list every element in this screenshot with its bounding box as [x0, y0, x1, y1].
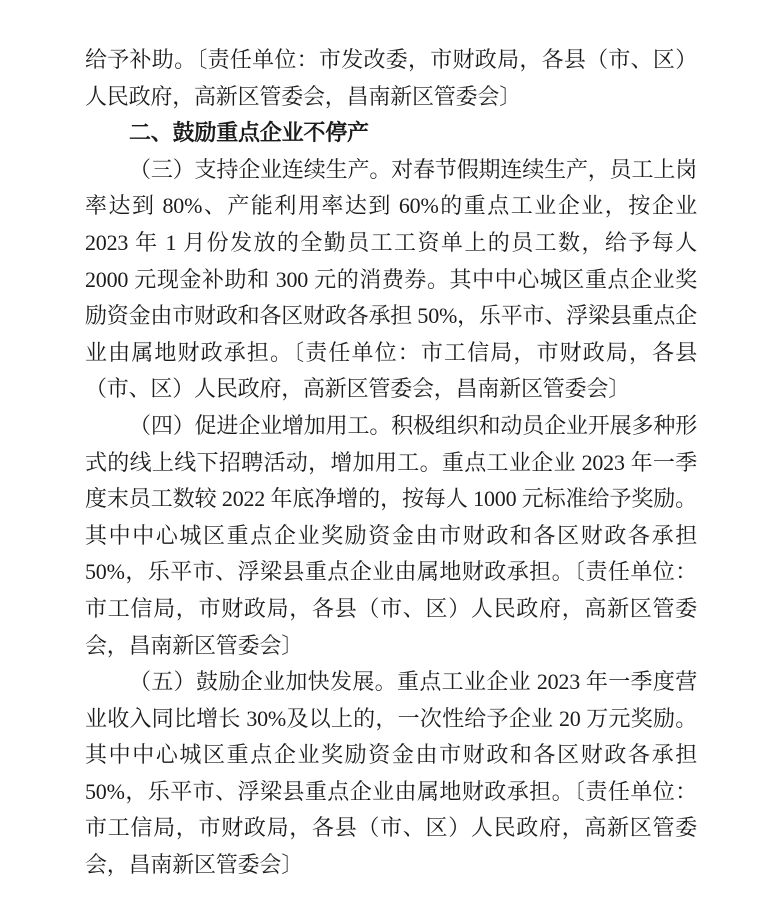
item-5-lead: （五）鼓励企业加快发展。 — [129, 669, 397, 695]
section-heading — [85, 115, 697, 152]
section-heading-text: 二、鼓励重点企业不停产 — [129, 120, 369, 146]
paragraph-continuation-text: 给予补助。〔责任单位：市发改委，市财政局，各县（市、区）人民政府，高新区管委会，昌南新区管委会〕 — [85, 47, 697, 109]
item-5-text: 重点工业企业 2023 年一季度营业收入同比增长 30%及以上的，一次性给予企业 20 万元奖励。其中中心城区重点企业奖励资金由市财政和各区财政各承担 50%，乐平市、浮梁县重点企业由属地财政承担。〔责任单位：市工信局，市财政局，各县（市、区）人民政府，高新区管委会，昌南新区管委会〕 — [85, 669, 697, 878]
document-page — [85, 42, 697, 884]
item-3-text: 对春节假期连续生产，员工上岗率达到 80%、产能利用率达到 60%的重点工业企业，按企业 2023 年 1 月份发放的全勤员工工资单上的员工数，给予每人 2000 元现金补助和 300 元的消费券。其中中心城区重点企业奖励资金由市财政和各区财政各承担 50%，乐平市、浮梁县重点企业由属地财政承担。〔责任单位：市工信局，市财政局，各县（市、区）人民政府，高新区管委会，昌南新区管委会〕 — [85, 156, 697, 402]
paragraph-item-3 — [85, 152, 697, 408]
item-3-lead: （三）支持企业连续生产。 — [129, 156, 392, 182]
paragraph-item-5 — [85, 664, 697, 884]
item-4-text: 积极组织和动员企业开展多种形式的线上线下招聘活动，增加用工。重点工业企业 2023 年一季度末员工数较 2022 年底净增的，按每人 1000 元标准给予奖励。其中中心城区重点企业奖励资金由市财政和各区财政各承担 50%，乐平市、浮梁县重点企业由属地财政承担。〔责任单位：市工信局，市财政局，各县（市、区）人民政府，高新区管委会，昌南新区管委会〕 — [85, 412, 697, 658]
paragraph-continuation — [85, 42, 697, 115]
item-4-lead: （四）促进企业增加用工。 — [129, 412, 392, 438]
paragraph-item-4 — [85, 408, 697, 664]
